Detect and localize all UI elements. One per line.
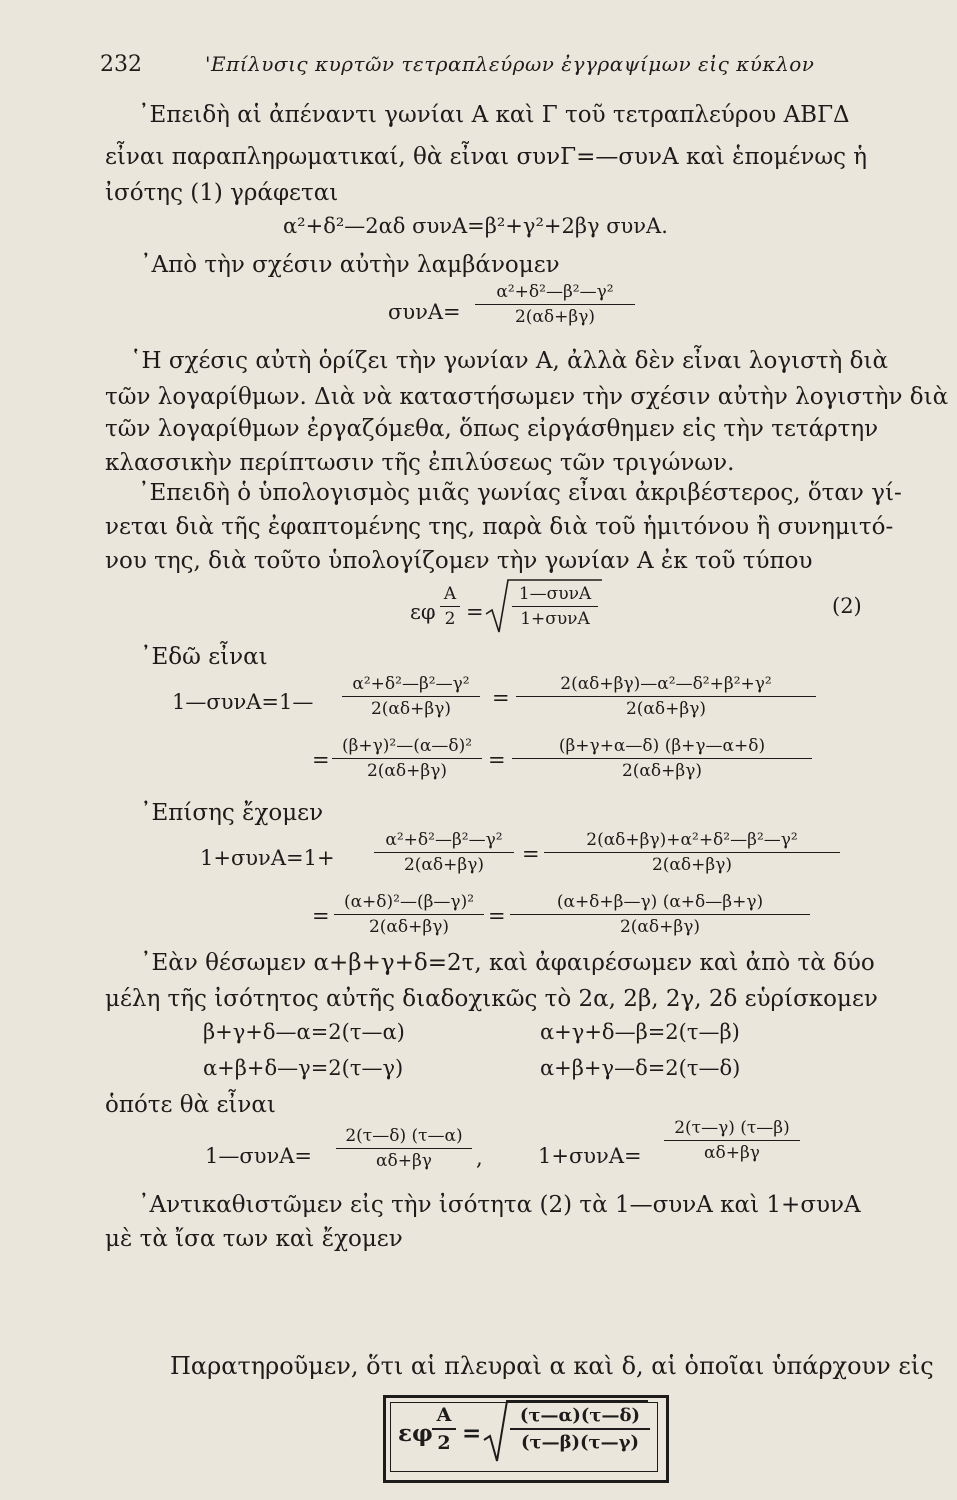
eq6-c: α+β+δ—γ=2(τ—γ) (203, 1056, 404, 1080)
eq5-f2-num: 2(αδ+βγ)+α²+δ²—β²—γ² (544, 830, 840, 853)
para3-line2: τῶν λογαρίθμων. Διὰ νὰ καταστήσωμεν τὴν σχέσιν αὐτὴν λογιστὴν διὰ (105, 384, 949, 410)
eq7-frac2 (664, 1118, 800, 1163)
eq5-equals1: = (522, 842, 540, 866)
eq4-equals3: = (488, 748, 506, 772)
para1-line1: ᾿Επειδὴ αἱ ἀπέναντι γωνίαι Α καὶ Γ τοῦ τετραπλεύρου ΑΒΓΔ (138, 102, 850, 128)
eq7-lhs2: 1+συνΑ= (538, 1144, 642, 1168)
eq5-f1-num: α²+δ²—β²—γ² (374, 830, 514, 853)
episis-label: ᾿Επίσης ἔχομεν (140, 800, 324, 826)
eq6-d: α+β+γ—δ=2(τ—δ) (540, 1056, 741, 1080)
eq4-f1-num: α²+δ²—β²—γ² (342, 674, 480, 697)
eq5-f4-num: (α+δ+β—γ) (α+δ—β+γ) (510, 892, 810, 915)
eq3-half (440, 584, 460, 629)
para6-line1: ᾿Αντικαθιστῶμεν εἰς τὴν ἰσότητα (2) τὰ 1—συνΑ καὶ 1+συνΑ (138, 1192, 861, 1218)
running-title: 'Επίλυσις κυρτῶν τετραπλεύρων ἐγγραψίμων εἰς κύκλον (205, 52, 815, 76)
eq4-f4-den: 2(αδ+βγ) (621, 761, 703, 781)
last-line: Παρατηροῦμεν, ὅτι αἱ πλευραὶ α καὶ δ, αἱ ὁποῖαι ὑπάρχουν εἰς (170, 1352, 934, 1380)
eq5-f2-den: 2(αδ+βγ) (651, 855, 733, 875)
eq5-equals3: = (488, 904, 506, 928)
boxed-half (432, 1404, 456, 1454)
equation-label-2: (2) (832, 594, 862, 618)
equation-1: α²+δ²—2αδ συνΑ=β²+γ²+2βγ συνΑ. (283, 214, 668, 238)
para4-line3: νου της, διὰ τοῦτο ὑπολογίζομεν τὴν γωνίαν Α ἐκ τοῦ τύπου (105, 548, 813, 574)
boxed-sqrt-fraction (510, 1405, 650, 1453)
eq2-lhs: συνΑ= (388, 300, 461, 324)
eq4-frac2 (516, 674, 816, 719)
eq7-lhs1: 1—συνΑ= (205, 1144, 312, 1168)
eq7-f1-den: αδ+βγ (376, 1151, 432, 1171)
opote-label: ὁπότε θὰ εἶναι (105, 1092, 276, 1118)
eq4-f2-num: 2(αδ+βγ)—α²—δ²+β²+γ² (516, 674, 816, 697)
eq7-comma: , (476, 1146, 483, 1170)
eq4-equals2: = (312, 748, 330, 772)
eq3-sqrt-num: 1—συνΑ (512, 584, 598, 607)
boxed-half-den: 2 (437, 1432, 451, 1454)
eq4-f2-den: 2(αδ+βγ) (625, 699, 707, 719)
eq2-denominator: 2(αδ+βγ) (514, 307, 596, 327)
boxed-half-num: Α (432, 1404, 456, 1430)
eq7-f2-num: 2(τ—γ) (τ—β) (664, 1118, 800, 1141)
boxed-sqrt-num: (τ—α)(τ—δ) (510, 1405, 650, 1430)
boxed-equals: = (462, 1420, 482, 1447)
boxed-sqrt-den: (τ—β)(τ—γ) (520, 1432, 640, 1453)
para6-line2: μὲ τὰ ἴσα των καὶ ἔχομεν (105, 1226, 403, 1252)
eq3-sqrt-fraction (512, 584, 598, 629)
eq4-f3-den: 2(αδ+βγ) (366, 761, 448, 781)
para3-line4: κλασσικὴν περίπτωσιν τῆς ἐπιλύσεως τῶν τριγώνων. (105, 450, 735, 476)
eq5-f4-den: 2(αδ+βγ) (619, 917, 701, 937)
para4-line2: νεται διὰ τῆς ἐφαπτομένης της, παρὰ διὰ τοῦ ἡμιτόνου ἢ συνημιτό- (105, 514, 894, 540)
eq2-fraction (475, 282, 635, 327)
eq4-lhs: 1—συνΑ=1— (172, 690, 314, 714)
eq4-f4-num: (β+γ+α—δ) (β+γ—α+δ) (512, 736, 812, 759)
eq3-lhs: εφ (410, 600, 436, 624)
eq7-f1-num: 2(τ—δ) (τ—α) (336, 1126, 472, 1149)
para5-line1: ᾿Εὰν θέσωμεν α+β+γ+δ=2τ, καὶ ἀφαιρέσωμεν καὶ ἀπὸ τὰ δύο (140, 950, 875, 976)
eq5-frac4 (510, 892, 810, 937)
eq4-frac1 (342, 674, 480, 719)
edo-label: ᾿Εδῶ εἶναι (140, 644, 268, 670)
eq4-equals1: = (492, 686, 510, 710)
eq4-frac3 (332, 736, 482, 781)
para2: ᾿Απὸ τὴν σχέσιν αὐτὴν λαμβάνομεν (140, 252, 560, 278)
eq5-f1-den: 2(αδ+βγ) (403, 855, 485, 875)
eq5-f3-num: (α+δ)²—(β—γ)² (334, 892, 484, 915)
para5-line2: μέλη τῆς ἰσότητος αὐτῆς διαδοχικῶς τὸ 2α, 2β, 2γ, 2δ εὑρίσκομεν (105, 986, 878, 1012)
eq7-frac1 (336, 1126, 472, 1171)
page-number: 232 (100, 52, 142, 77)
eq5-frac1 (374, 830, 514, 875)
para3-line3: τῶν λογαρίθμων ἐργαζόμεθα, ὅπως εἰργάσθημεν εἰς τὴν τετάρτην (105, 416, 879, 442)
eq4-f3-num: (β+γ)²—(α—δ)² (332, 736, 482, 759)
eq3-half-num: Α (440, 584, 460, 607)
eq2-numerator: α²+δ²—β²—γ² (475, 282, 635, 305)
para3-line1: ῾Η σχέσις αὐτὴ ὁρίζει τὴν γωνίαν Α, ἀλλὰ δὲν εἶναι λογιστὴ διὰ (130, 348, 889, 374)
boxed-lhs: εφ (398, 1420, 433, 1447)
para1-line3: ἰσότης (1) γράφεται (105, 180, 339, 206)
para1-line2: εἶναι παραπληρωματικαί, θὰ εἶναι συνΓ=—συνΑ καὶ ἑπομένως ἡ (105, 144, 868, 170)
eq6-a: β+γ+δ—α=2(τ—α) (203, 1020, 405, 1044)
eq5-frac2 (544, 830, 840, 875)
eq4-frac4 (512, 736, 812, 781)
eq3-half-den: 2 (444, 609, 456, 629)
eq5-frac3 (334, 892, 484, 937)
eq6-b: α+γ+δ—β=2(τ—β) (540, 1020, 740, 1044)
para4-line1: ᾿Επειδὴ ὁ ὑπολογισμὸς μιᾶς γωνίας εἶναι ἀκριβέστερος, ὅταν γί- (138, 480, 902, 506)
eq3-sqrt-den: 1+συνΑ (520, 609, 590, 629)
eq5-f3-den: 2(αδ+βγ) (368, 917, 450, 937)
eq5-equals2: = (312, 904, 330, 928)
eq3-equals: = (466, 600, 484, 624)
eq7-f2-den: αδ+βγ (704, 1143, 760, 1163)
eq5-lhs: 1+συνΑ=1+ (200, 846, 335, 870)
eq4-f1-den: 2(αδ+βγ) (370, 699, 452, 719)
